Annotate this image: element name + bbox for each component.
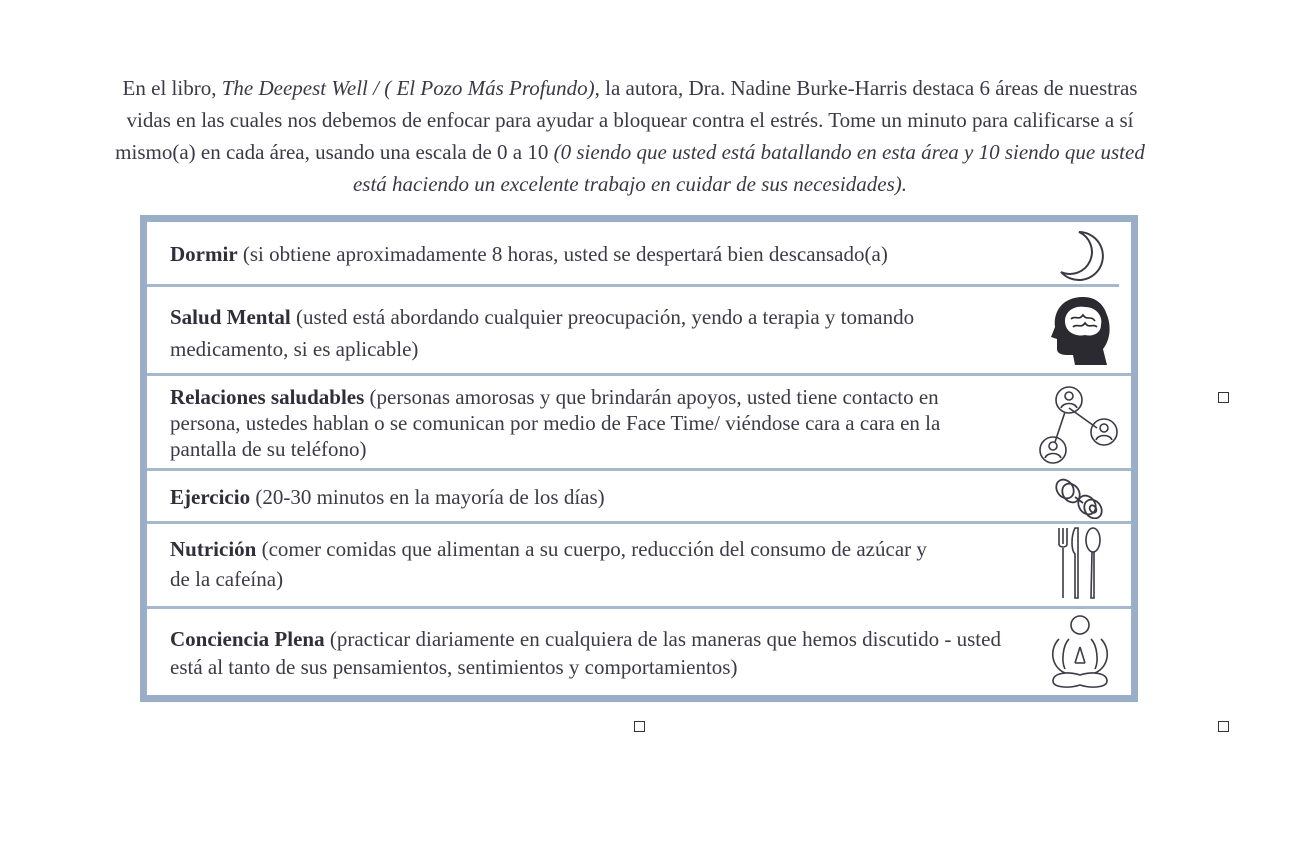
area-title: Conciencia Plena	[170, 627, 325, 651]
area-title: Ejercicio	[170, 485, 251, 509]
intro-part2: , la autora, Dra. Nadine Burke-Harris destaca 6 áreas de nuestras vidas en las cuales nos debemos de enfocar para ayudar a bloquear contra el estrés. Tome un minuto para calificarse a sí mismo(a) en cada área, usando una escala de 0 a 10	[115, 76, 1138, 164]
areas-table	[140, 215, 1138, 702]
area-title: Nutrición	[170, 537, 257, 561]
brain-head-icon	[1049, 295, 1111, 367]
area-row-exercise	[147, 471, 1131, 521]
area-desc: (si obtiene aproximadamente 8 horas, usted se despertará bien descansado(a)	[237, 242, 888, 266]
area-desc: (personas amorosas y que brindarán apoyos, usted tiene contacto en persona, ustedes hablan o se comunican por medio de Face Time/ viéndose cara a cara en la pantalla de su teléfono)	[170, 385, 941, 461]
area-desc: (practicar diariamente en cualquiera de las maneras que hemos discutido - usted está al tanto de sus pensamientos, sentimientos y comportamientos)	[170, 627, 1001, 679]
moon-icon	[1055, 228, 1105, 282]
selection-handle[interactable]	[1218, 392, 1229, 403]
area-row-mental-health	[147, 287, 1131, 373]
scale-note: (0 siendo que usted está batallando en esta área y 10 siendo que usted está haciendo un excelente trabajo en cuidar de sus necesidades).	[352, 140, 1145, 196]
area-desc: (usted está abordando cualquier preocupación, yendo a terapia y tomando medicamento, si es aplicable)	[170, 305, 915, 361]
area-desc: (comer comidas que alimentan a su cuerpo, reducción del consumo de azúcar y de la cafeína)	[170, 537, 927, 591]
intro-part1: En el libro,	[122, 76, 222, 100]
selection-handle[interactable]	[634, 721, 645, 732]
area-title: Dormir	[170, 242, 238, 266]
dumbbell-icon	[1051, 477, 1107, 519]
area-desc: (20-30 minutos en la mayoría de los días)	[250, 485, 605, 509]
area-row-sleep	[147, 222, 1131, 284]
meditation-icon	[1045, 613, 1115, 691]
intro-paragraph	[100, 72, 1160, 200]
area-row-mindfulness	[147, 609, 1131, 695]
cutlery-icon	[1055, 526, 1103, 600]
area-title: Relaciones saludables	[170, 385, 365, 409]
book-title: The Deepest Well / ( El Pozo Más Profundo)	[221, 76, 595, 100]
area-row-nutrition	[147, 524, 1131, 606]
area-title: Salud Mental	[170, 305, 291, 329]
people-network-icon	[1035, 384, 1119, 464]
selection-handle[interactable]	[1218, 721, 1229, 732]
area-row-relationships	[147, 376, 1131, 468]
